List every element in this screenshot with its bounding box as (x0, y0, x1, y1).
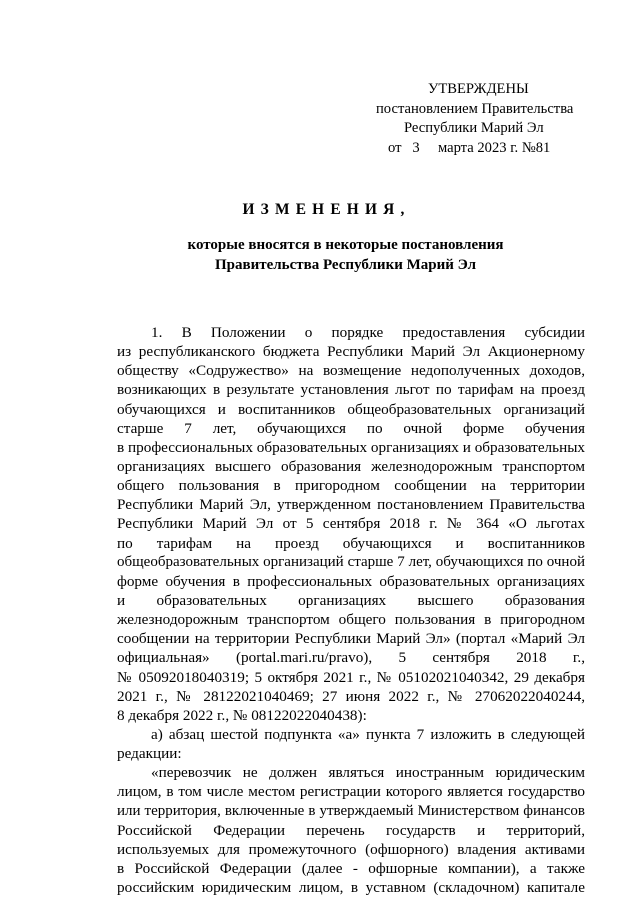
approval-line: Республики Марий Эл (404, 120, 544, 136)
body-line: по тарифам на проезд обучающихся и воспитанников (117, 534, 585, 552)
body-line: используемых для промежуточного (офшорного) владения активами (117, 840, 585, 858)
approval-heading: УТВЕРЖДЕНЫ (428, 81, 529, 97)
body-line: Российской Федерации перечень государств и территорий, (117, 821, 585, 839)
body-line: 1. В Положении о порядке предоставления субсидии (151, 324, 585, 341)
approval-date-line: от 3 марта 2023 г. №81 (388, 139, 551, 156)
body-line: общеобразовательных организаций старше 7 лет, обучающихся по очной (117, 553, 585, 570)
subtitle-line: Правительства Республики Марий Эл (214, 256, 477, 273)
subtitle-line: которые вносятся в некоторые постановления (187, 237, 504, 253)
body-line: обучающихся и воспитанников общеобразовательных организаций (117, 400, 585, 418)
body-line: в Российской Федерации (далее - офшорные компании), а также (117, 859, 585, 877)
body-line: 2021 г., № 28122021040469; 27 июня 2022 г., № 27062022040244, (117, 687, 585, 705)
document-title: ИЗМЕНЕНИЯ, (242, 201, 411, 218)
body-line: № 05092018040319; 5 октября 2021 г., № 05102021040342, 29 декабря (117, 668, 585, 686)
body-line: обществу «Содружество» на возмещение недополученных доходов, (117, 362, 585, 380)
approval-stamp (370, 80, 610, 158)
body-line: в профессиональных образовательных организациях и образовательных (117, 438, 585, 456)
body-line: возникающих в результате установления льгот по тарифам на проезд (117, 381, 585, 399)
body-line: Республики Марий Эл, утвержденном постановлением Правительства (117, 496, 585, 514)
body-line: организациях высшего образования железнодорожным транспортом (117, 457, 585, 475)
body-line: общего пользования в пригородном сообщении на территории (117, 477, 585, 495)
body-line: Республики Марий Эл от 5 сентября 2018 г. № 364 «О льготах (117, 515, 585, 533)
body-line: и образовательных организациях высшего образования (117, 591, 585, 609)
body-line: из республиканского бюджета Республики Марий Эл Акционерному (117, 343, 585, 361)
body-line: редакции: (117, 745, 182, 763)
body-line: российским юридическим лицом, в уставном (складочном) капитале (117, 879, 585, 897)
body-line: сообщении на территории Республики Марий Эл» (портал «Марий Эл (117, 630, 585, 648)
document-body (117, 323, 585, 897)
body-line: железнодорожным транспортом общего пользования в пригородном (117, 611, 585, 629)
body-line: лицом, в том числе местом регистрации которого является государство (117, 783, 585, 801)
body-line: а) абзац шестой подпункта «а» пункта 7 изложить в следующей (151, 725, 585, 743)
body-line: официальная» (portal.mari.ru/pravo), 5 сентября 2018 г., (117, 649, 585, 667)
body-line: 8 декабря 2022 г., № 08122022040438): (117, 706, 367, 724)
approval-line: постановлением Правительства (376, 100, 574, 117)
body-line: или территория, включенные в утверждаемый Министерством финансов (117, 802, 585, 819)
body-line: форме обучения в профессиональных образовательных организациях (117, 572, 585, 590)
document-subtitle (0, 236, 639, 275)
body-line: «перевозчик не должен являться иностранным юридическим (151, 764, 585, 782)
body-line: старше 7 лет, обучающихся по очной форме обучения (117, 419, 585, 437)
